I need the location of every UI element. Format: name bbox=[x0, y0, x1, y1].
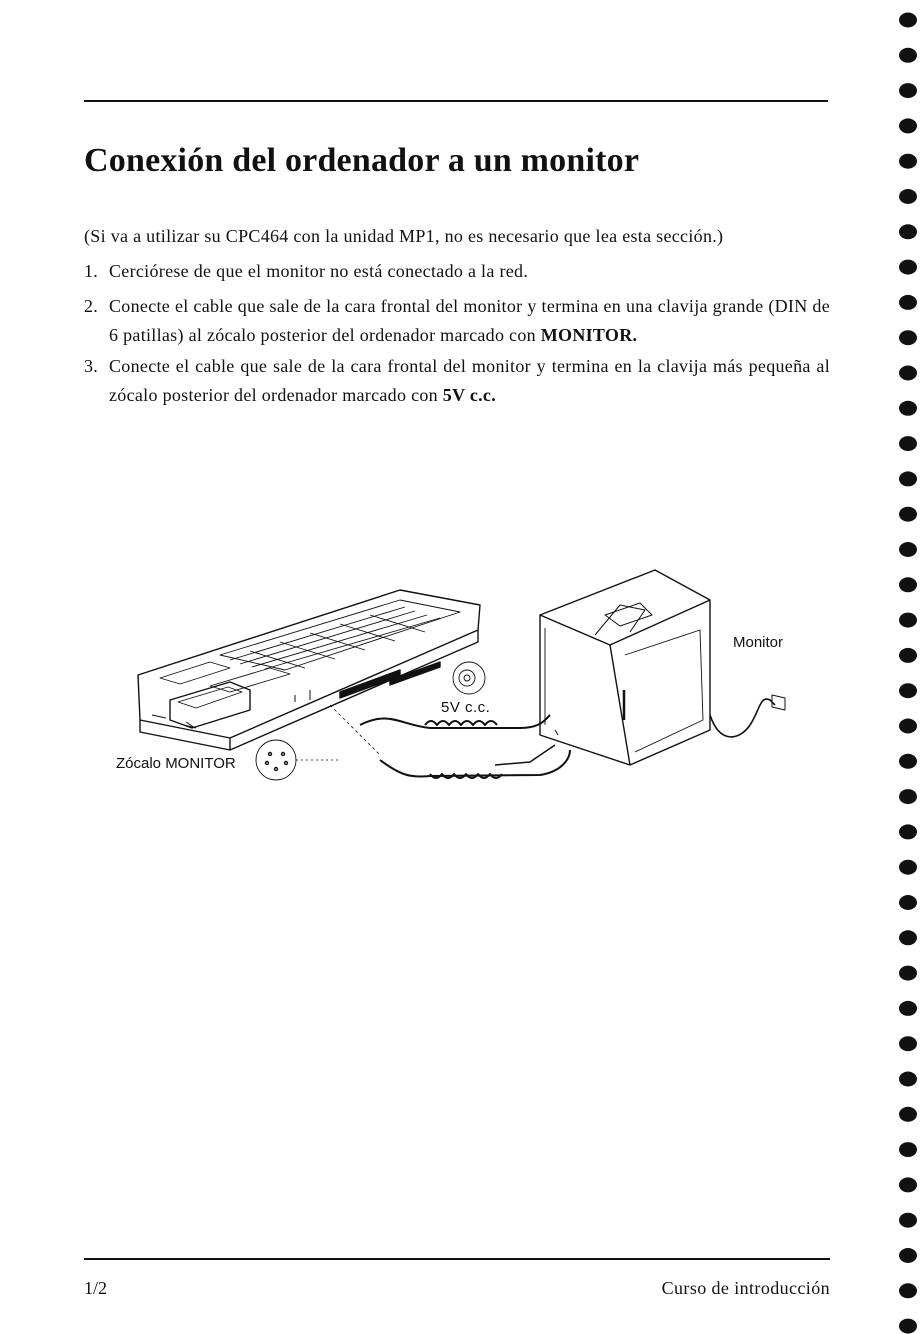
step-text-bold: 5V c.c. bbox=[442, 385, 497, 405]
step-text-bold: MONITOR. bbox=[540, 325, 638, 345]
step-text bbox=[109, 292, 830, 350]
bottom-rule bbox=[84, 1258, 830, 1260]
binder-hole bbox=[899, 189, 917, 204]
5v-label: 5V c.c. bbox=[441, 699, 491, 716]
binder-hole bbox=[899, 366, 917, 381]
step-text: Cerciórese de que el monitor no está conectado a la red. bbox=[109, 261, 529, 281]
step-number: 3. bbox=[84, 356, 99, 376]
binder-holes bbox=[897, 0, 924, 1334]
binder-hole bbox=[899, 1142, 917, 1157]
binder-hole bbox=[899, 824, 917, 839]
binder-hole bbox=[899, 1036, 917, 1051]
5v-socket-detail bbox=[453, 662, 485, 694]
monitor-socket-detail bbox=[256, 740, 340, 780]
binder-hole bbox=[899, 542, 917, 557]
binder-hole bbox=[899, 613, 917, 628]
footer-section-title: Curso de introducción bbox=[661, 1278, 830, 1298]
binder-hole bbox=[899, 754, 917, 769]
step-text bbox=[109, 352, 830, 410]
binder-hole bbox=[899, 118, 917, 133]
binder-hole bbox=[899, 48, 917, 63]
binder-hole bbox=[899, 1319, 917, 1334]
step-number: 1. bbox=[84, 261, 99, 281]
binder-hole bbox=[899, 966, 917, 981]
binder-hole bbox=[899, 1107, 917, 1122]
page-title: Conexión del ordenador a un monitor bbox=[84, 142, 640, 179]
binder-hole bbox=[899, 507, 917, 522]
binder-hole bbox=[899, 1248, 917, 1263]
intro-note: (Si va a utilizar su CPC464 con la unidad MP1, no es necesario que lea esta sección.) bbox=[84, 226, 724, 246]
binder-hole bbox=[899, 683, 917, 698]
binder-hole bbox=[899, 295, 917, 310]
binder-hole bbox=[899, 1283, 917, 1298]
top-rule bbox=[84, 100, 828, 102]
binder-hole bbox=[899, 895, 917, 910]
binder-hole bbox=[899, 1177, 917, 1192]
binder-hole bbox=[899, 860, 917, 875]
step-text-body: Conecte el cable que sale de la cara frontal del monitor y termina en la clavija más pequeña al zócalo posterior del ordenador marcado con bbox=[109, 356, 830, 405]
binder-hole bbox=[899, 436, 917, 451]
page-number: 1/2 bbox=[84, 1278, 108, 1298]
binder-hole bbox=[899, 930, 917, 945]
binder-hole bbox=[899, 260, 917, 275]
binder-hole bbox=[899, 1072, 917, 1087]
binder-hole bbox=[899, 330, 917, 345]
computer-illustration bbox=[138, 590, 480, 750]
binder-hole bbox=[899, 224, 917, 239]
binder-hole bbox=[899, 83, 917, 98]
step-number: 2. bbox=[84, 296, 99, 316]
binder-hole bbox=[899, 719, 917, 734]
binder-hole bbox=[899, 471, 917, 486]
binder-hole bbox=[899, 13, 917, 28]
binder-hole bbox=[899, 1001, 917, 1016]
step-text-body: Conecte el cable que sale de la cara frontal del monitor y termina en una clavija grande (DIN de 6 patillas) al zócalo posterior del ordenador marcado con bbox=[109, 296, 830, 345]
binder-hole bbox=[899, 648, 917, 663]
binder-hole bbox=[899, 154, 917, 169]
binder-hole bbox=[899, 789, 917, 804]
binder-hole bbox=[899, 401, 917, 416]
binder-hole bbox=[899, 1213, 917, 1228]
monitor-socket-label: Zócalo MONITOR bbox=[116, 755, 236, 772]
binder-hole bbox=[899, 577, 917, 592]
monitor-illustration bbox=[540, 570, 785, 765]
monitor-label: Monitor bbox=[733, 634, 784, 651]
